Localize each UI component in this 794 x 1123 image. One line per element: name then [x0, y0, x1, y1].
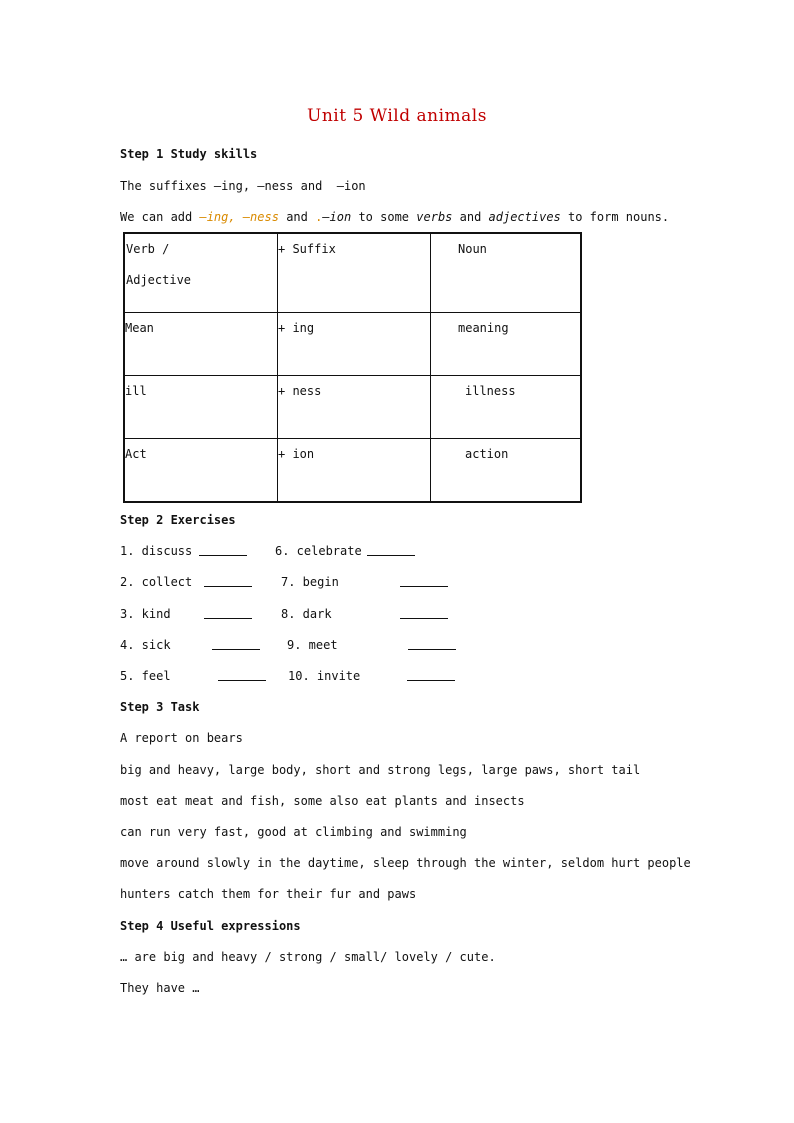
answer-blank[interactable] [199, 543, 247, 556]
table-cell [278, 376, 431, 439]
exercise-word: 6. celebrate [275, 544, 362, 558]
table-cell [124, 376, 278, 439]
table-cell [124, 439, 278, 502]
text-fragment: We can add [120, 210, 200, 224]
exercise-word: 10. invite [288, 669, 361, 683]
step3-heading: Step 3 Task [120, 700, 200, 714]
task-line: most eat meat and fish, some also eat plants and insects [120, 794, 525, 808]
text-fragment: and [278, 210, 316, 224]
table-cell [278, 439, 431, 502]
text-fragment: . [315, 210, 323, 224]
text-fragment: to some [351, 210, 417, 224]
suffix-ion: –ion [322, 210, 352, 224]
exercise-word: 2. collect [120, 575, 193, 589]
table-header-row [124, 233, 581, 312]
answer-blank[interactable] [204, 574, 252, 587]
exercise-word: 1. discuss [120, 544, 193, 558]
answer-blank[interactable] [400, 606, 448, 619]
cell-suffix: + ness [278, 384, 322, 399]
exercise-item [288, 668, 360, 684]
table-cell [431, 439, 582, 502]
exercise-item [287, 637, 338, 653]
table-header-cell [124, 233, 278, 312]
exercise-item [281, 606, 332, 622]
exercise-word: 8. dark [281, 607, 332, 621]
step1-heading: Step 1 Study skills [120, 147, 258, 161]
cell-suffix: + ion [278, 447, 315, 462]
table-row [124, 312, 581, 375]
page-title: Unit 5 Wild animals [307, 106, 487, 126]
task-line: hunters catch them for their fur and paws [120, 887, 417, 901]
answer-blank[interactable] [408, 637, 456, 650]
exercise-item [120, 574, 192, 590]
cell-noun: illness [465, 384, 516, 399]
header-noun: Noun [458, 242, 487, 256]
exercise-item [281, 574, 339, 590]
suffix-explanation [120, 209, 669, 225]
expression-line: They have … [120, 981, 200, 995]
header-suffix: + Suffix [278, 242, 336, 256]
cell-suffix: + ing [278, 320, 315, 335]
step4-heading: Step 4 Useful expressions [120, 919, 301, 933]
suffix-ing-ness: –ing, –ness [199, 210, 279, 224]
suffix-table [123, 232, 582, 503]
table-row [124, 439, 581, 502]
table-row [124, 376, 581, 439]
answer-blank[interactable] [400, 574, 448, 587]
table-cell [431, 312, 582, 375]
text-fragment: to form nouns. [560, 210, 670, 224]
answer-blank[interactable] [407, 668, 455, 681]
word-adjectives: adjectives [488, 210, 561, 224]
word-verbs: verbs [416, 210, 453, 224]
table-cell [278, 312, 431, 375]
suffix-intro: The suffixes –ing, –ness and –ion [120, 179, 366, 193]
exercise-item [120, 606, 171, 622]
table-cell [124, 312, 278, 375]
header-adjective: Adjective [126, 273, 192, 287]
table-cell [431, 376, 582, 439]
exercise-word: 7. begin [281, 575, 339, 589]
exercise-word: 9. meet [287, 638, 338, 652]
task-line: A report on bears [120, 731, 243, 745]
exercise-word: 5. feel [120, 669, 171, 683]
step2-heading: Step 2 Exercises [120, 513, 236, 527]
cell-word: Mean [125, 320, 154, 335]
table-header-cell [278, 233, 431, 312]
cell-word: ill [125, 384, 147, 399]
answer-blank[interactable] [367, 543, 415, 556]
text-fragment: and [452, 210, 489, 224]
table-header-cell [431, 233, 582, 312]
exercise-item [275, 543, 362, 559]
answer-blank[interactable] [212, 637, 260, 650]
cell-noun: action [465, 447, 509, 462]
answer-blank[interactable] [218, 668, 266, 681]
header-verb: Verb / [126, 242, 170, 256]
exercise-word: 3. kind [120, 607, 171, 621]
cell-noun: meaning [458, 320, 509, 335]
expression-line: … are big and heavy / strong / small/ lovely / cute. [120, 950, 496, 964]
exercise-item [120, 668, 171, 684]
answer-blank[interactable] [204, 606, 252, 619]
task-line: can run very fast, good at climbing and swimming [120, 825, 467, 839]
exercise-item [120, 637, 171, 653]
task-line: move around slowly in the daytime, sleep through the winter, seldom hurt people [120, 856, 691, 870]
cell-word: Act [125, 447, 147, 462]
exercise-item [120, 543, 192, 559]
exercise-word: 4. sick [120, 638, 171, 652]
task-line: big and heavy, large body, short and strong legs, large paws, short tail [120, 763, 641, 777]
